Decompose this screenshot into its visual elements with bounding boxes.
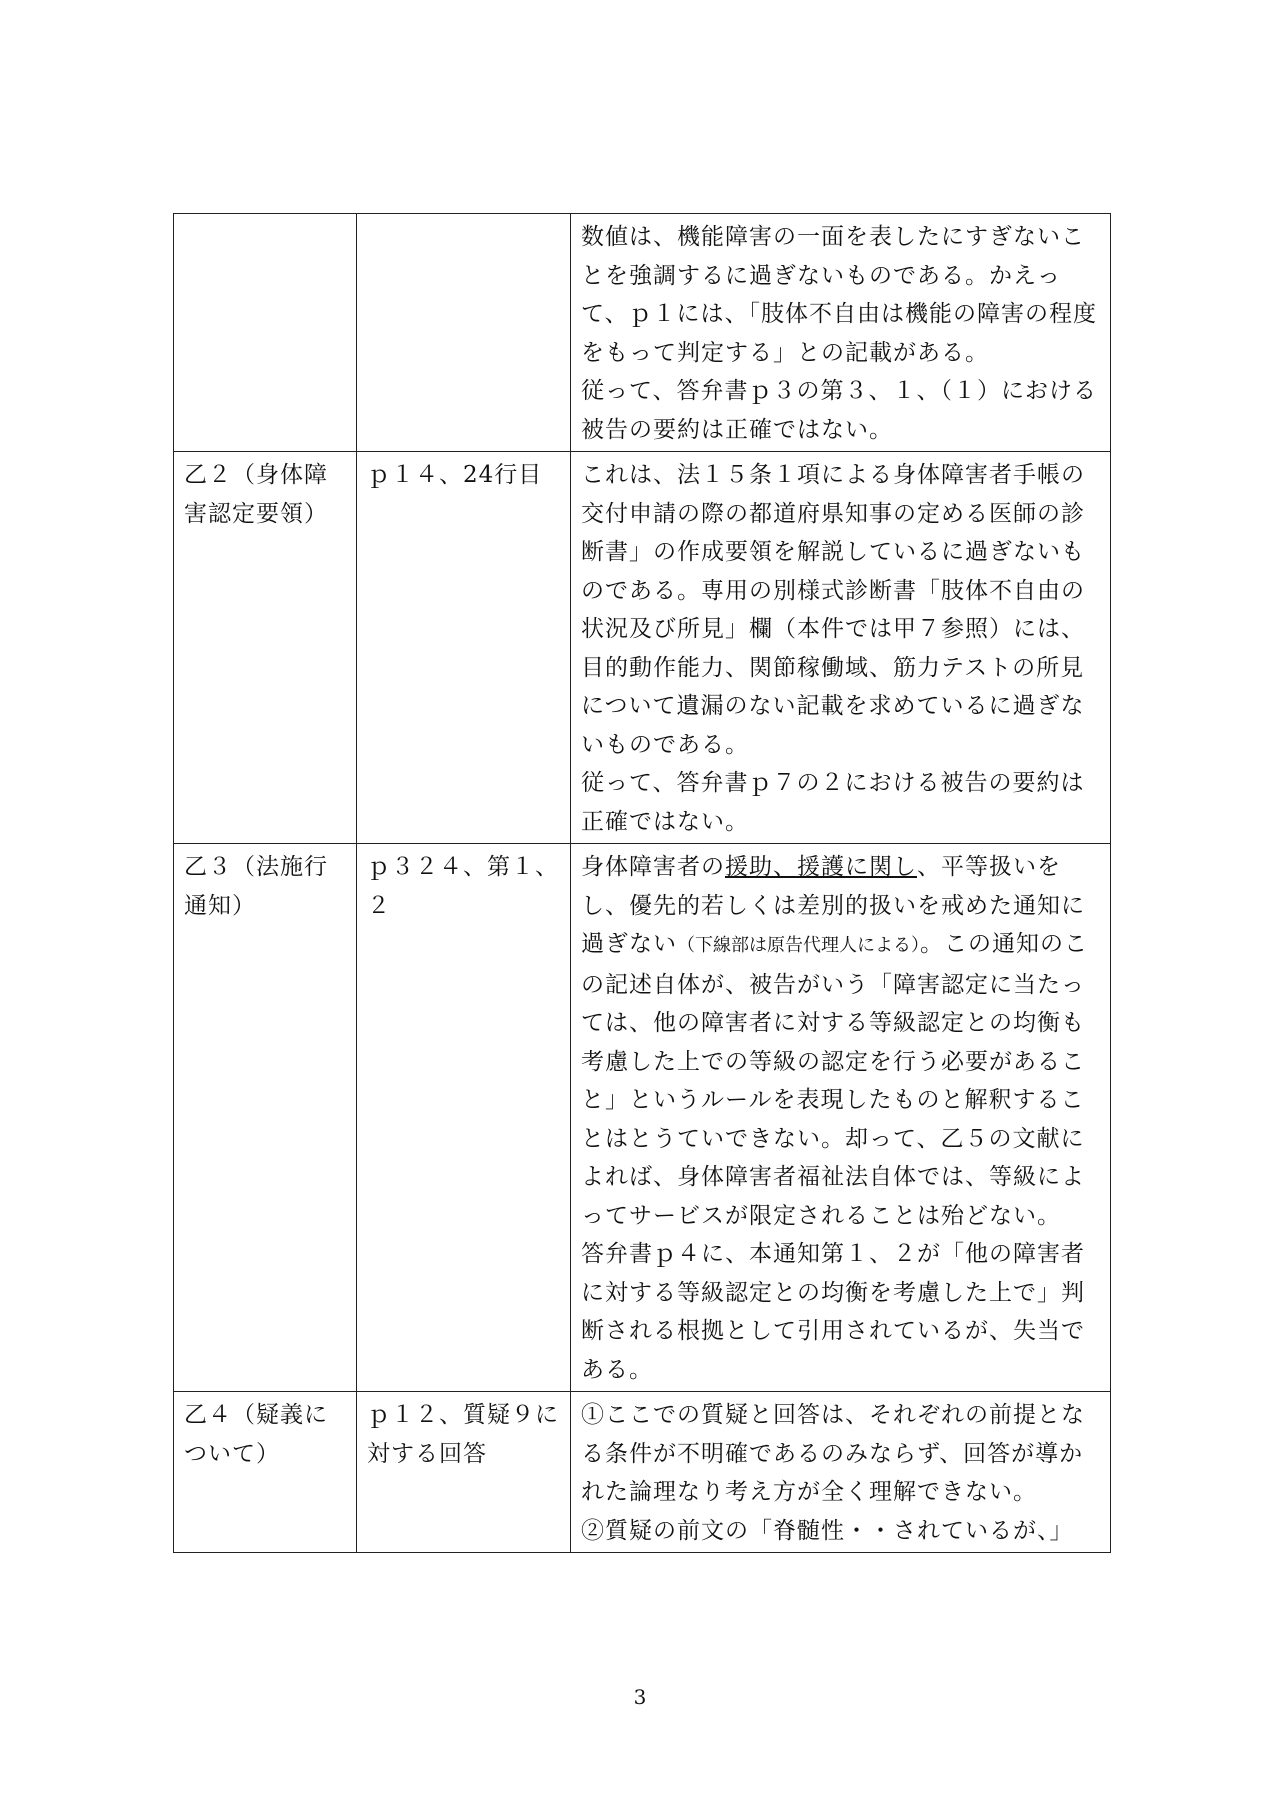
cell-evidence: 乙２（身体障害認定要領） <box>174 452 357 844</box>
cell-comment <box>571 452 1111 844</box>
cell-location: ｐ３２４、第１、２ <box>357 844 571 1392</box>
cell-location: ｐ１２、質疑９に対する回答 <box>357 1392 571 1553</box>
argument-table <box>173 213 1111 1553</box>
table-row <box>174 452 1111 844</box>
comment-paragraph: ②質疑の前文の「脊髄性・・されているが、」 <box>581 1517 1074 1544</box>
cell-comment <box>571 1392 1111 1553</box>
comment-paragraph: 従って、答弁書ｐ３の第３、１、（１）における被告の要約は正確ではない。 <box>581 378 1098 443</box>
comment-paragraph: ①ここでの質疑と回答は、それぞれの前提となる条件が不明確であるのみならず、回答が導かれた論理なり考え方が全く理解できない。 <box>581 1402 1085 1505</box>
cell-location: ｐ１４、24行目 <box>357 452 571 844</box>
comment-paragraph <box>581 848 1100 1235</box>
comment-paragraph: これは、法１５条１項による身体障害者手帳の交付申請の際の都道府県知事の定める医師の診断書」の作成要領を解説しているに過ぎないものである。専用の別様式診断書「肢体不自由の状況及び所見」欄（本件では甲７参照）には、目的動作能力、関節稼働域、筋力テストの所見について遺漏のない記載を求めているに過ぎないものである。 <box>581 462 1085 758</box>
comment-paragraph: 答弁書ｐ４に、本通知第１、２が「他の障害者に対する等級認定との均衡を考慮した上で」判断される根拠として引用されているが、失当である。 <box>581 1241 1085 1383</box>
annotation-note: （下線部は原告代理人による） <box>677 935 920 956</box>
cell-comment <box>571 844 1111 1392</box>
comment-text: 身体障害者の <box>581 854 725 880</box>
table-row <box>174 844 1111 1392</box>
table-row <box>174 1392 1111 1553</box>
comment-paragraph: 数値は、機能障害の一面を表したにすぎないことを強調するに過ぎないものである。かえって、ｐ１には、「肢体不自由は機能の障害の程度をもって判定する」との記載がある。 <box>581 224 1098 366</box>
page-number: 3 <box>633 1685 647 1709</box>
comment-text: 。この通知のこの記述自体が、被告がいう「障害認定に当たっては、他の障害者に対する等級認定との均衡も考慮した上での等級の認定を行う必要があること」というルールを表現したものと解釈することはとうていできない。却って、乙５の文献によれば、身体障害者福祉法自体では、等級によってサービスが限定されることは殆どない。 <box>581 931 1088 1229</box>
cell-comment <box>571 214 1111 452</box>
cell-evidence: 乙４（疑義について） <box>174 1392 357 1553</box>
comment-text: 、平等扱いをし、優先的若しくは差別的扱いを戒めた通知に過ぎない <box>581 854 1085 957</box>
underlined-text: 援助、援護に関し <box>725 854 917 880</box>
cell-evidence: 乙３（法施行通知） <box>174 844 357 1392</box>
cell-evidence <box>174 214 357 452</box>
cell-location <box>357 214 571 452</box>
comment-paragraph: 従って、答弁書ｐ７の２における被告の要約は正確ではない。 <box>581 770 1085 835</box>
table-row <box>174 214 1111 452</box>
